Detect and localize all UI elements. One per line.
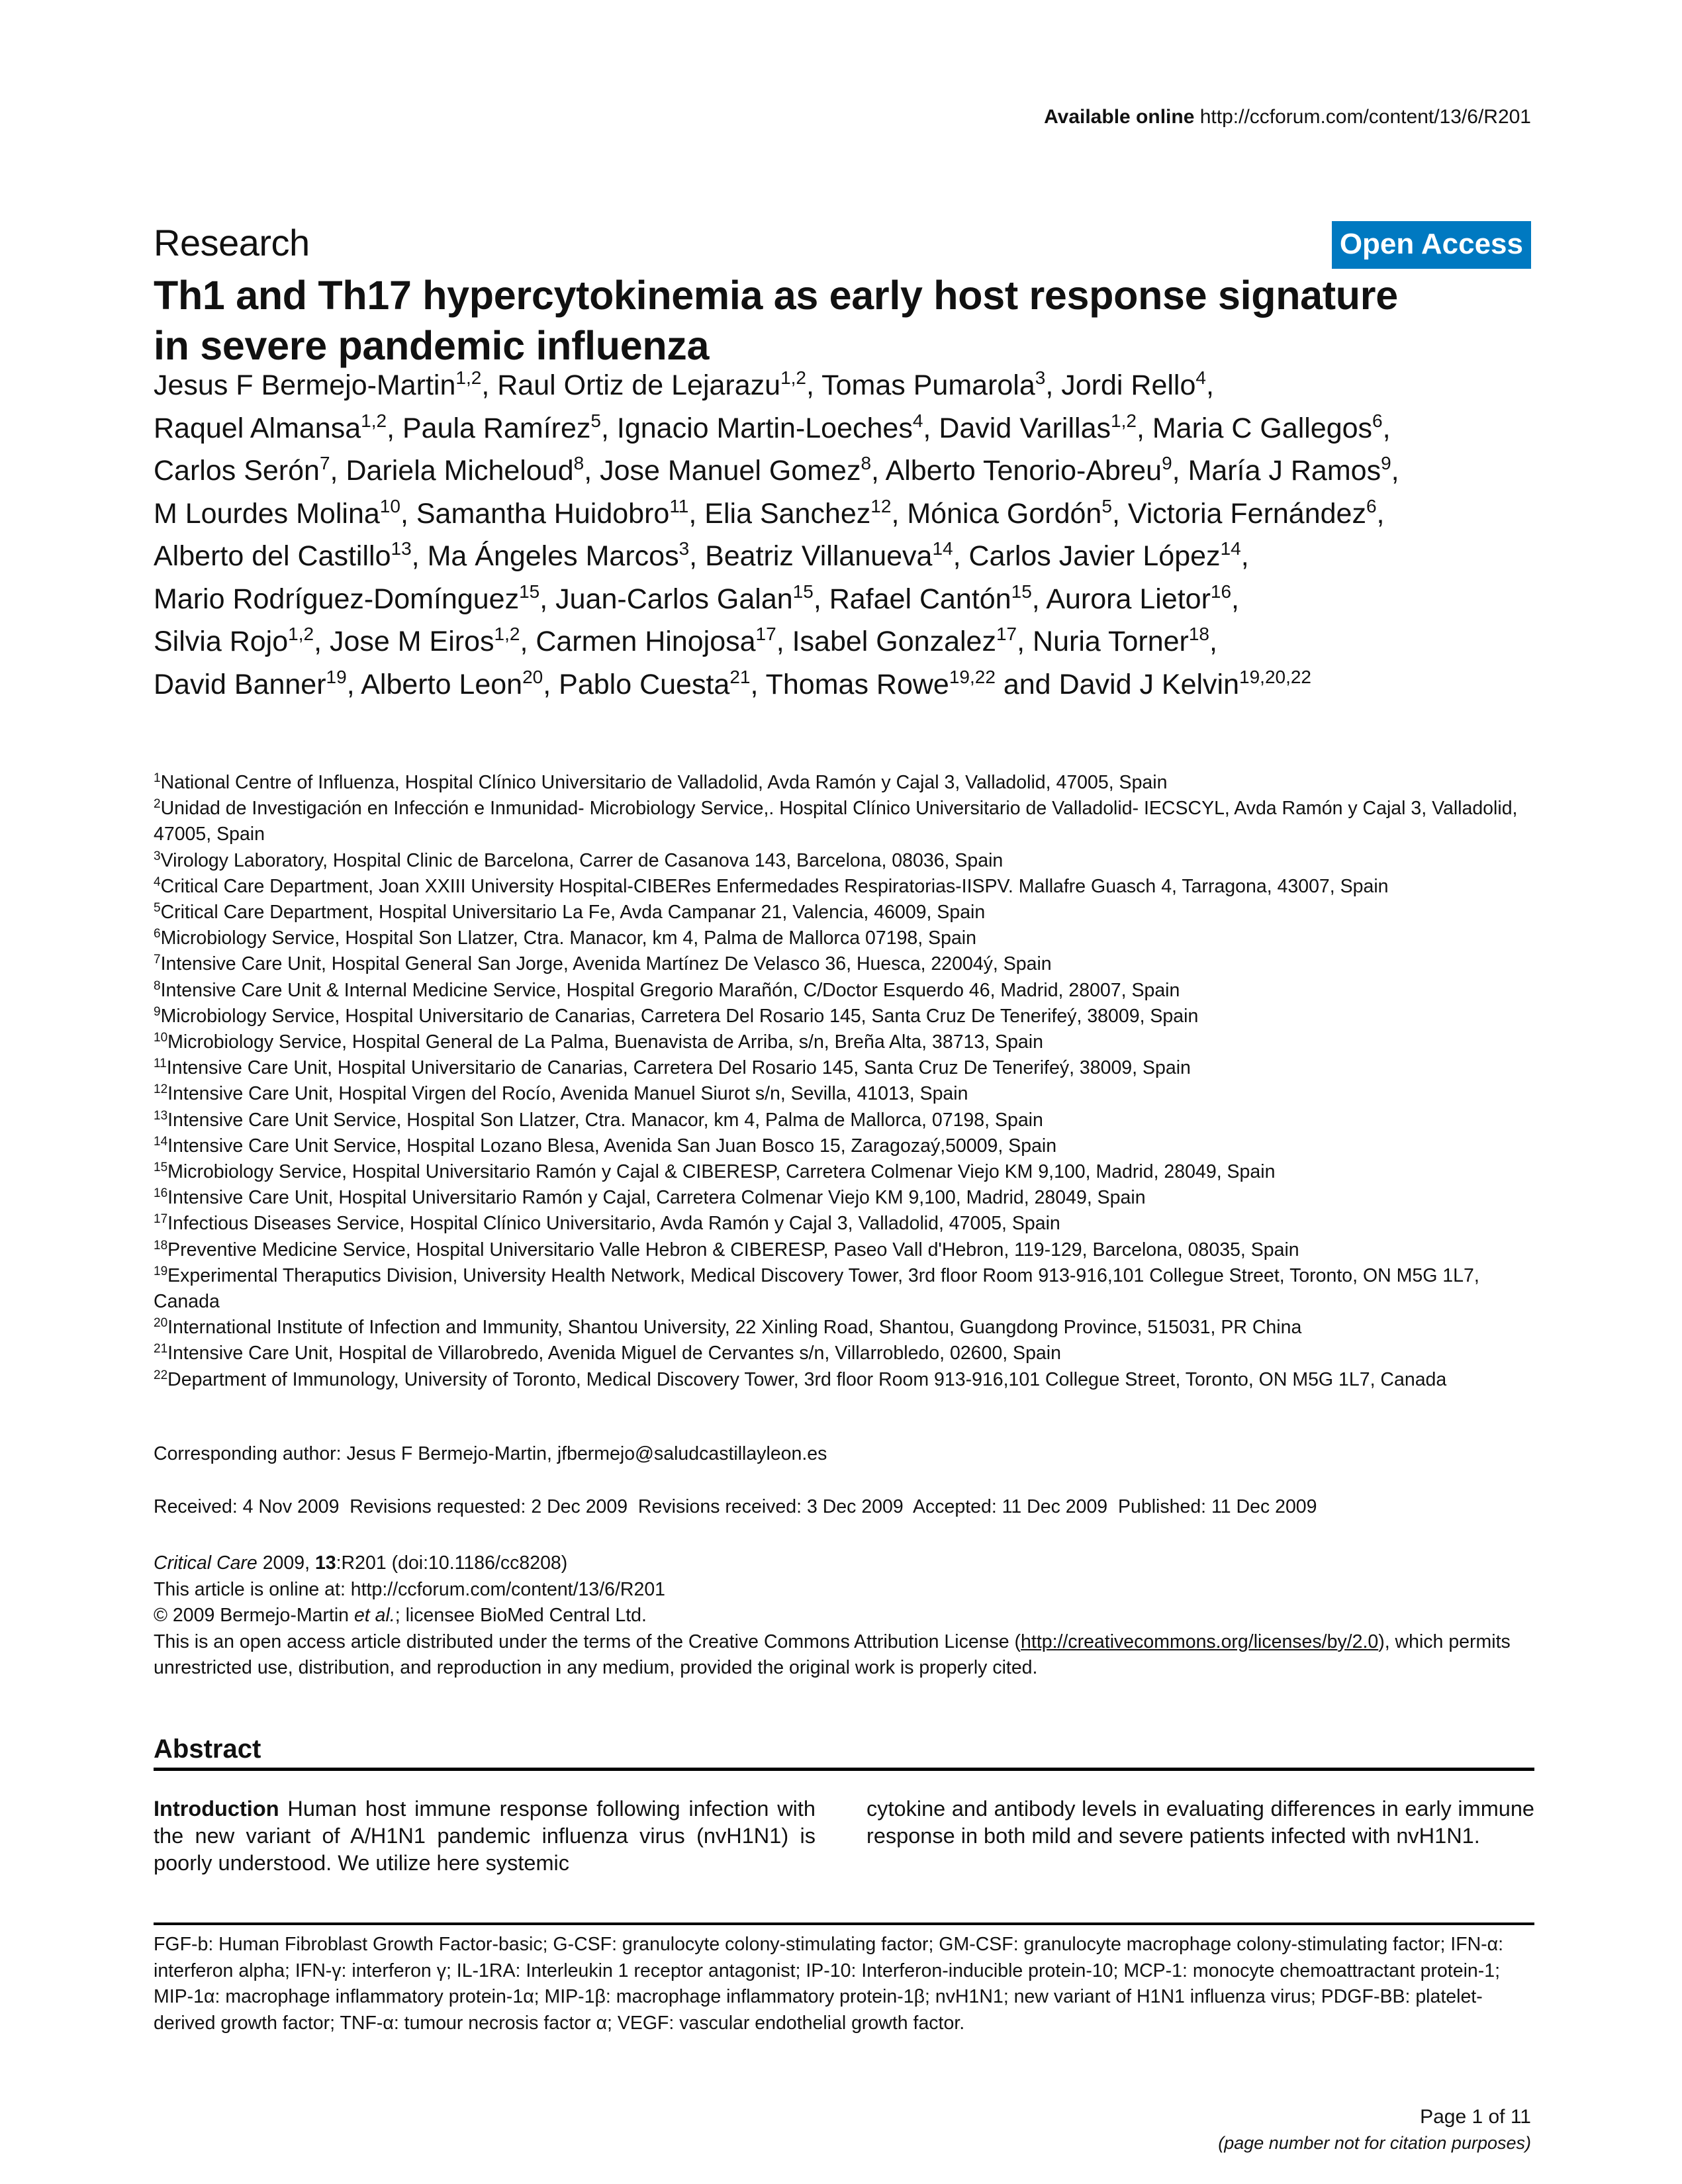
online-line: This article is online at: http://ccforum.com/content/13/6/R201 (154, 1578, 666, 1600)
affiliation-number: 14 (154, 1134, 168, 1149)
author-affiliation-ref: 14 (932, 538, 953, 559)
author-affiliation-ref: 5 (1101, 495, 1112, 516)
citation-year: 2009, (257, 1552, 315, 1574)
copyright-post: ; licensee BioMed Central Ltd. (395, 1605, 647, 1626)
author: Paula Ramírez$^5$ (402, 410, 601, 444)
affiliation-item: $^{13}$Intensive Care Unit Service, Hospital Son Llatzer, Ctra. Manacor, km 4, Palma de Mallorca, 07198, Spain (154, 1108, 1043, 1131)
available-url[interactable]: http://ccforum.com/content/13/6/R201 (1199, 106, 1531, 128)
author-affiliation-ref: 21 (729, 666, 751, 687)
affiliation-item: $^{14}$Intensive Care Unit Service, Hospital Lozano Blesa, Avenida San Juan Bosco 15, Zaragozaý,50009, Spain (154, 1134, 1057, 1157)
author-affiliation-ref: 10 (379, 495, 400, 516)
author: Jordi Rello$^4$ (1061, 367, 1206, 401)
affiliation-item: $^{19}$Experimental Theraputics Division, University Health Network, Medical Discovery Tower, 3rd floor Room 913-916,101 Collegue Street, Toronto, ON M5G 1L7, Canada (154, 1264, 1479, 1313)
author-affiliation-ref: 3 (678, 538, 690, 559)
affiliation-item: $^8$Intensive Care Unit & Internal Medicine Service, Hospital Gregorio Marañón, C/Doctor Esquerdo 46, Madrid, 28007, Spain (154, 978, 1180, 1001)
abstract-left-column (154, 1795, 816, 1877)
author-affiliation-ref: 6 (1366, 495, 1377, 516)
author-affiliation-ref: 1,2 (780, 367, 807, 388)
affiliation-number: 18 (154, 1238, 168, 1253)
author-affiliation-ref: 14 (1220, 538, 1241, 559)
license-post: ), which permits unrestricted use, distribution, and reproduction in any medium, provided the original work is properly cited. (154, 1631, 1511, 1678)
affiliation-item: $^{21}$Intensive Care Unit, Hospital de Villarobredo, Avenida Miguel de Cervantes s/n, Villarrobledo, 02600, Spain (154, 1342, 1061, 1364)
author: David Varillas$^{1,2}$ (939, 410, 1137, 444)
author: María J Ramos$^9$ (1188, 453, 1391, 487)
affiliation-item: $^1$National Centre of Influenza, Hospital Clínico Universitario de Valladolid, Avda Ramón y Cajal 3, Valladolid, 47005, Spain (154, 771, 1168, 793)
abstract-right-column: cytokine and antibody levels in evaluating differences in early immune response in both mild and severe patients infected with nvH1N1. (866, 1797, 1534, 1848)
author-affiliation-ref: 9 (1381, 453, 1391, 473)
citation-block (154, 1550, 1534, 1682)
author: Silvia Rojo$^{1,2}$ (154, 624, 314, 657)
author: Isabel Gonzalez$^{17}$ (792, 624, 1017, 657)
affiliation-number: 20 (154, 1316, 168, 1331)
affiliation-item: $^{15}$Microbiology Service, Hospital Universitario Ramón y Cajal & CIBERESP, Carretera Colmenar Viejo KM 9,100, Madrid, 28049, Spain (154, 1161, 1276, 1183)
affiliation-item: $^7$Intensive Care Unit, Hospital General San Jorge, Avenida Martínez De Velasco 36, Huesca, 22004ý, Spain (154, 953, 1052, 975)
affiliation-number: 4 (154, 875, 161, 889)
author-affiliation-ref: 19,22 (949, 666, 996, 687)
abstract-rule (154, 1768, 1534, 1771)
open-access-badge: Open Access (1332, 221, 1531, 269)
affiliation-number: 1 (154, 771, 161, 785)
author-affiliation-ref: 13 (391, 538, 412, 559)
author-list: Jesus F Bermejo-Martin$^{1,2}$, Raul Ortiz de Lejarazu$^{1,2}$, Tomas Pumarola$^3$, Jordi Rello$^4$, Raquel Almansa$^{1,2}$, Paula Ramírez$^5$, Ignacio Martin-Loeches$^4$, David Varillas$^{1,2}$, Maria C Gallegos$^6$, Carlos Serón$^7$, Dariela Micheloud$^8$, Jose Manuel Gomez$^8$, Alberto Tenorio-Abreu$^9$, María J Ramos$^9$, M Lourdes Molina$^{10}$, Samantha Huidobro$^{11}$, Elia Sanchez$^{12}$, Mónica Gordón$^5$, Victoria Fernández$^6$, Alberto del Castillo$^{13}$, Ma Ángeles Marcos$^3$, Beatriz Villanueva$^{14}$, Carlos Javier López$^{14}$, Mario Rodríguez-Domínguez$^{15}$, Juan-Carlos Galan$^{15}$, Rafael Cantón$^{15}$, Aurora Lietor$^{16}$, Silvia Rojo$^{1,2}$, Jose M Eiros$^{1,2}$, Carmen Hinojosa$^{17}$, Isabel Gonzalez$^{17}$, Nuria Torner$^{18}$, David Banner$^{19}$, Alberto Leon$^{20}$, Pablo Cuesta$^{21}$, Thomas Rowe$^{19,22}$ and David J Kelvin$^{19,20,22}$ (154, 367, 1399, 700)
copyright-pre: © 2009 Bermejo-Martin (154, 1605, 354, 1626)
author-affiliation-ref: 18 (1188, 624, 1209, 644)
author-affiliation-ref: 1,2 (1111, 410, 1137, 431)
author-affiliation-ref: 15 (1011, 581, 1032, 602)
affiliation-item: $^3$Virology Laboratory, Hospital Clinic de Barcelona, Carrer de Casanova 143, Barcelona, 08036, Spain (154, 849, 1004, 871)
author-affiliation-ref: 4 (912, 410, 923, 431)
author: Raul Ortiz de Lejarazu$^{1,2}$ (497, 367, 807, 401)
author: Mónica Gordón$^5$ (907, 495, 1112, 530)
affiliation-number: 9 (154, 1004, 161, 1019)
author-affiliation-ref: 16 (1210, 581, 1232, 602)
affiliation-item: $^5$Critical Care Department, Hospital Universitario La Fe, Avda Campanar 21, Valencia, 46009, Spain (154, 901, 986, 924)
author: Beatriz Villanueva$^{14}$ (705, 538, 953, 572)
affiliation-number: 21 (154, 1342, 168, 1356)
author: Jesus F Bermejo-Martin$^{1,2}$ (154, 367, 482, 401)
affiliation-number: 12 (154, 1082, 168, 1097)
corresponding-author: Corresponding author: Jesus F Bermejo-Martin, jfbermejo@saludcastillayleon.es (154, 1443, 827, 1464)
affiliation-item: $^{12}$Intensive Care Unit, Hospital Virgen del Rocío, Avenida Manuel Siurot s/n, Sevilla, 41013, Spain (154, 1082, 968, 1105)
affiliation-item: $^6$Microbiology Service, Hospital Son Llatzer, Ctra. Manacor, km 4, Palma de Mallorca 07198, Spain (154, 927, 976, 949)
affiliation-number: 17 (154, 1212, 168, 1227)
affiliation-item: $^2$Unidad de Investigación en Infección e Inmunidad- Microbiology Service,. Hospital Clínico Universitario de Valladolid- IECSCYL, Avda Ramón y Cajal 3, Valladolid, 47005, Spain (154, 797, 1518, 845)
author: Raquel Almansa$^{1,2}$ (154, 410, 387, 444)
intro-label: Introduction (154, 1797, 279, 1821)
author: Elia Sanchez$^{12}$ (704, 495, 892, 530)
affiliation-number: 13 (154, 1108, 168, 1123)
author: Jose Manuel Gomez$^8$ (600, 453, 872, 487)
author: Thomas Rowe$^{19,22}$ (765, 666, 996, 700)
author-affiliation-ref: 15 (519, 581, 540, 602)
citation-rest: :R201 (doi:10.1186/cc8208) (336, 1552, 568, 1574)
affiliation-list (154, 770, 1534, 1393)
article-title (154, 270, 1537, 371)
author: Mario Rodríguez-Domínguez$^{15}$ (154, 581, 540, 615)
author-affiliation-ref: 9 (1162, 453, 1172, 473)
title-line-2: in severe pandemic influenza (154, 323, 710, 368)
author: Nuria Torner$^{18}$ (1033, 624, 1209, 657)
title-line-1: Th1 and Th17 hypercytokinemia as early host response signature (154, 273, 1398, 318)
author-affiliation-ref: 1,2 (361, 410, 387, 431)
author: Rafael Cantón$^{15}$ (829, 581, 1032, 615)
affiliation-item: $^9$Microbiology Service, Hospital Universitario de Canarias, Carretera Del Rosario 145, Santa Cruz De Tenerifeý, 38009, Spain (154, 1004, 1199, 1027)
affiliation-number: 22 (154, 1368, 168, 1382)
author-affiliation-ref: 1,2 (455, 367, 482, 388)
copyright-line (154, 1603, 1534, 1629)
author-affiliation-ref: 8 (573, 453, 584, 473)
author-affiliation-ref: 12 (870, 495, 892, 516)
author-affiliation-ref: 17 (996, 624, 1017, 644)
author: Alberto del Castillo$^{13}$ (154, 538, 412, 572)
affiliation-number: 11 (154, 1057, 167, 1071)
author-affiliation-ref: 19 (326, 666, 347, 687)
page-number-note: (page number not for citation purposes) (1218, 2133, 1531, 2153)
license-link[interactable]: http://creativecommons.org/licenses/by/2.0 (1021, 1631, 1379, 1652)
author-affiliation-ref: 19,20,22 (1239, 666, 1312, 687)
citation-line (154, 1550, 1534, 1577)
affiliation-item: $^{22}$Department of Immunology, University of Toronto, Medical Discovery Tower, 3rd floor Room 913-916,101 Collegue Street, Toronto, ON M5G 1L7, Canada (154, 1368, 1447, 1390)
author-affiliation-ref: 7 (319, 453, 330, 473)
author: Carmen Hinojosa$^{17}$ (536, 624, 776, 657)
copyright-etal: et al. (353, 1605, 395, 1626)
affiliation-item: $^{17}$Infectious Diseases Service, Hospital Clínico Universitario, Avda Ramón y Cajal 3, Valladolid, 47005, Spain (154, 1212, 1060, 1235)
affiliation-item: $^{10}$Microbiology Service, Hospital General de La Palma, Buenavista de Arriba, s/n, Breña Alta, 38713, Spain (154, 1031, 1043, 1053)
intro-text: Human host immune response following infection with the new variant of A/H1N1 pandemic influenza virus (nvH1N1) is poorly understood. We utilize here systemic (154, 1797, 816, 1875)
author: Pablo Cuesta$^{21}$ (559, 666, 751, 700)
author: Carlos Serón$^7$ (154, 453, 330, 487)
affiliation-number: 10 (154, 1031, 168, 1045)
author: M Lourdes Molina$^{10}$ (154, 495, 400, 530)
author-affiliation-ref: 8 (861, 453, 872, 473)
author-affiliation-ref: 4 (1195, 367, 1206, 388)
author-affiliation-ref: 1,2 (288, 624, 314, 644)
author: David Banner$^{19}$ (154, 666, 347, 700)
affiliation-item: $^{20}$International Institute of Infection and Immunity, Shantou University, 22 Xinling Road, Shantou, Guangdong Province, 515031, PR China (154, 1316, 1302, 1339)
affiliation-number: 2 (154, 797, 161, 812)
affiliation-number: 8 (154, 978, 161, 993)
section-label: Research (154, 222, 310, 263)
author: Aurora Lietor$^{16}$ (1046, 581, 1232, 615)
author-affiliation-ref: 20 (522, 666, 543, 687)
author: Tomas Pumarola$^3$ (821, 367, 1046, 401)
author-affiliation-ref: 17 (755, 624, 776, 644)
affiliation-item: $^4$Critical Care Department, Joan XXIII University Hospital-CIBERes Enfermedades Respiratorias-IISPV. Mallafre Guasch 4, Tarragona, 43007, Spain (154, 875, 1389, 897)
affiliation-number: 5 (154, 901, 161, 916)
affiliation-item: $^{16}$Intensive Care Unit, Hospital Universitario Ramón y Cajal, Carretera Colmenar Viejo KM 9,100, Madrid, 28049, Spain (154, 1186, 1146, 1209)
available-label: Available online (1044, 106, 1195, 128)
citation-volume: 13 (314, 1552, 336, 1574)
author-affiliation-ref: 5 (590, 410, 601, 431)
license-pre: This is an open access article distributed under the terms of the Creative Commons Attribution License ( (154, 1631, 1021, 1652)
author-affiliation-ref: 6 (1372, 410, 1383, 431)
author: Dariela Micheloud$^8$ (346, 453, 584, 487)
author-affiliation-ref: 1,2 (494, 624, 520, 644)
availability-line (1044, 106, 1531, 128)
abbreviations: FGF-b: Human Fibroblast Growth Factor-basic; G-CSF: granulocyte colony-stimulating factor; GM-CSF: granulocyte macrophage colony-stimulating factor; IFN-α: interferon alpha; IFN-γ: interferon γ; IL-1RA: Interleukin 1 receptor antagonist; IP-10: Interferon-inducible protein-10; MCP-1: monocyte chemoattractant protein-1; MIP-1α: macrophage inflammatory protein-1α; MIP-1β: macrophage inflammatory protein-1β; nvH1N1; new variant of H1N1 influenza virus; PDGF-BB: platelet-derived growth factor; TNF-α: tumour necrosis factor α; VEGF: vascular endothelial growth factor. (154, 1934, 1504, 2034)
affiliation-number: 7 (154, 953, 161, 967)
author: Alberto Leon$^{20}$ (361, 666, 543, 700)
license-line (154, 1629, 1534, 1682)
abstract-heading: Abstract (154, 1734, 261, 1764)
author: Ma Ángeles Marcos$^3$ (427, 538, 690, 572)
author: Alberto Tenorio-Abreu$^9$ (885, 453, 1172, 487)
affiliation-item: $^{18}$Preventive Medicine Service, Hospital Universitario Valle Hebron & CIBERESP, Paseo Vall d'Hebron, 119-129, Barcelona, 08035, Spain (154, 1238, 1299, 1260)
abbreviations-rule (154, 1923, 1534, 1925)
author: Victoria Fernández$^6$ (1127, 495, 1377, 530)
affiliation-item: $^{11}$Intensive Care Unit, Hospital Universitario de Canarias, Carretera Del Rosario 145, Santa Cruz De Tenerifeý, 38009, Spain (154, 1057, 1191, 1079)
author: Ignacio Martin-Loeches$^4$ (616, 410, 923, 444)
author-affiliation-ref: 3 (1035, 367, 1046, 388)
affiliation-number: 3 (154, 849, 161, 863)
author-affiliation-ref: 11 (669, 495, 689, 516)
affiliation-number: 19 (154, 1264, 168, 1278)
page-number: Page 1 of 11 (1420, 2106, 1531, 2128)
author: David J Kelvin$^{19,20,22}$ (1058, 666, 1312, 700)
author: Jose M Eiros$^{1,2}$ (329, 624, 520, 657)
publication-dates: Received: 4 Nov 2009 Revisions requested: 2 Dec 2009 Revisions received: 3 Dec 2009 Accepted: 11 Dec 2009 Published: 11 Dec 2009 (154, 1496, 1317, 1517)
journal-name: Critical Care (154, 1552, 257, 1574)
affiliation-number: 16 (154, 1186, 168, 1201)
affiliation-number: 6 (154, 927, 161, 941)
author: Samantha Huidobro$^{11}$ (416, 495, 689, 530)
author: Juan-Carlos Galan$^{15}$ (555, 581, 814, 615)
author-affiliation-ref: 15 (792, 581, 814, 602)
author: Carlos Javier López$^{14}$ (968, 538, 1241, 572)
affiliation-number: 15 (154, 1161, 168, 1175)
author: Maria C Gallegos$^6$ (1152, 410, 1383, 444)
